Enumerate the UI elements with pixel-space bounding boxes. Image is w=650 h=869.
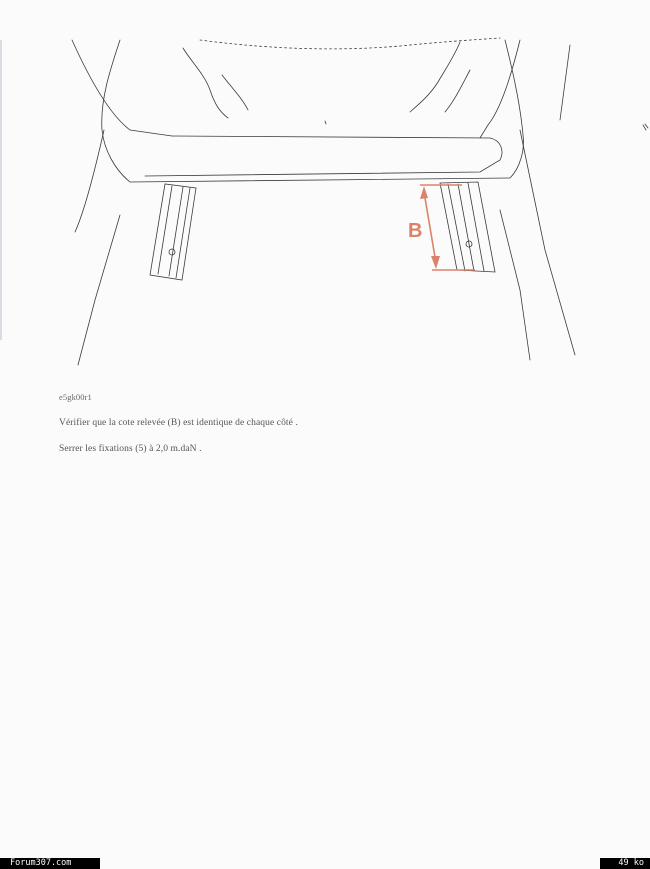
seat-fold-left (183, 48, 228, 118)
center-mark (325, 121, 326, 124)
dimension-b-label: B (408, 220, 423, 242)
seat-rail-diagram (0, 0, 650, 380)
stray-mark (643, 124, 648, 130)
footer-file-size: 49 ko (600, 858, 650, 869)
seat-cushion-outline (102, 40, 524, 182)
right-rail-inner-3 (468, 183, 484, 271)
seat-top-edge (200, 38, 500, 49)
footer-brand: Forum307.com (0, 858, 100, 869)
floor-line-right-3 (560, 45, 570, 120)
right-rail-inner-1 (448, 184, 465, 271)
seat-fold-right-2 (445, 70, 470, 112)
floor-line-right-2 (500, 210, 530, 360)
left-rail (150, 184, 196, 280)
right-rail-inner-2 (458, 184, 474, 271)
left-rail-bolt (169, 249, 175, 255)
instruction-tighten-fixings: Serrer les fixations (5) à 2,0 m.daN . (59, 444, 202, 454)
seat-fold-left-2 (222, 75, 248, 110)
left-rail-inner-2 (169, 187, 183, 276)
figure-code: e5gk00r1 (59, 392, 92, 402)
seat-cushion-left-side (72, 40, 172, 136)
floor-line-right-1 (520, 130, 575, 355)
floor-line-left-1 (75, 130, 104, 232)
right-rail (440, 182, 495, 272)
dimension-b-line (424, 192, 436, 263)
left-rail-inner-1 (158, 186, 172, 274)
floor-line-left-2 (78, 215, 120, 365)
seat-cushion-front (145, 136, 502, 176)
dimension-b-arrow-bottom (431, 256, 440, 269)
instruction-check-dimension: Vérifier que la cote relevée (B) est identique de chaque côté . (59, 418, 298, 428)
left-rail-inner-3 (176, 188, 190, 278)
seat-cushion-right-side (480, 40, 520, 138)
dimension-b-arrow-top (420, 186, 428, 199)
